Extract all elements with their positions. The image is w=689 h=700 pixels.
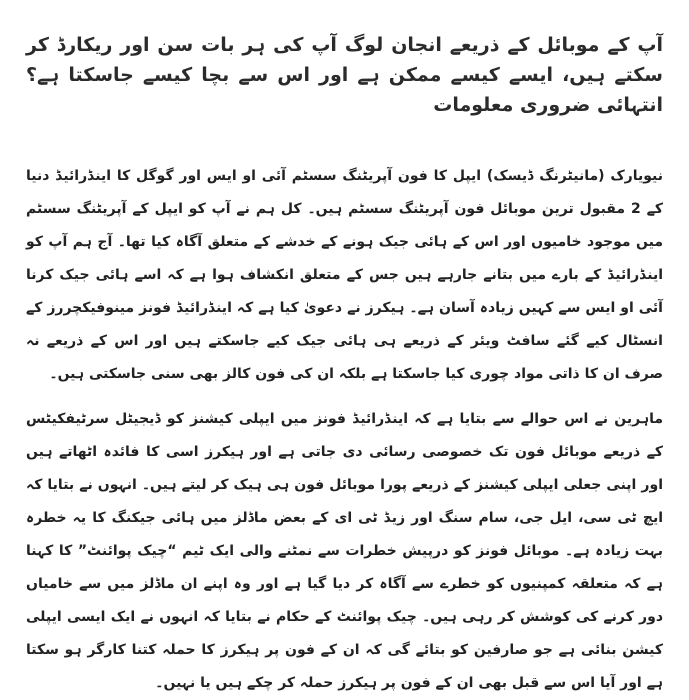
- article-paragraph-1: نیویارک (مانیٹرنگ ڈیسک) ایپل کا فون آپریٹنگ سسٹم آئی او ایس اور گوگل کا اینڈرائیڈ دنیا کے 2 مقبول ترین موبائل فون آپریٹنگ سسٹم ہیں۔ کل ہم نے آپ کو ایپل کے آپریٹنگ سسٹم میں موجود خامیوں اور اس کے ہائی جیک ہونے کے خدشے کے متعلق آگاہ کیا تھا۔ آج ہم آپ کو اینڈرائیڈ کے بارے میں بتانے جارہے ہیں جس کے متعلق انکشاف ہوا ہے کہ اسے ہائی جیک کرنا آئی او ایس سے کہیں زیادہ آسان ہے۔ ہیکرز نے دعویٰ کیا ہے کہ اینڈرائیڈ فونز مینوفیکچررز کے انسٹال کیے گئے سافٹ ویئر کے ذریعے ہی ہائی جیک کیے جاسکتے ہیں اور اس کے ذریعے نہ صرف ان کا ذاتی مواد چوری کیا جاسکتا ہے بلکہ ان کی فون کالز بھی سنی جاسکتی ہیں۔: [26, 168, 664, 382]
- article-headline: آپ کے موبائل کے ذریعے انجان لوگ آپ کی ہر بات سن اور ریکارڈ کر سکتے ہیں، ایسے کیسے ممکن ہے اور اس سے بچا کیسے جاسکتا ہے؟ انتہائی ضروری معلومات: [26, 34, 663, 116]
- article-paragraph-2: ماہرین نے اس حوالے سے بتایا ہے کہ اینڈرائیڈ فونز میں ایپلی کیشنز کو ڈیجیٹل سرٹیفکیٹس کے ذریعے موبائل فون تک خصوصی رسائی دی جاتی ہے اور ہیکرز اسی کا فائدہ اٹھاتے ہیں اور اپنی جعلی ایپلی کیشنز کے ذریعے پورا موبائل فون ہی ہیک کر لیتے ہیں۔ انہوں نے بتایا کہ ایچ ٹی سی، ایل جی، سام سنگ اور زیڈ ٹی ای کے بعض ماڈلز میں ہائی جیکنگ کا یہ خطرہ بہت زیادہ ہے۔ موبائل فونز کو درپیش خطرات سے نمٹنے والی ایک ٹیم “چیک پوائنٹ” کا کہنا ہے کہ متعلقہ کمپنیوں کو خطرے سے آگاہ کر دیا گیا ہے اور وہ اپنے ان ماڈلز میں سے خامیاں دور کرنے کی کوشش کر رہی ہیں۔ چیک پوائنٹ کے حکام نے بتایا کہ انہوں نے ایک ایسی ایپلی کیشن بنائی ہے جو صارفین کو بتائے گی کہ ان کے فون پر ہیکرز کا حملہ کتنا کارگر ہو سکتا ہے اور آیا اس سے قبل بھی ان کے فون پر ہیکرز حملہ کر چکے ہیں یا نہیں۔: [26, 411, 663, 691]
